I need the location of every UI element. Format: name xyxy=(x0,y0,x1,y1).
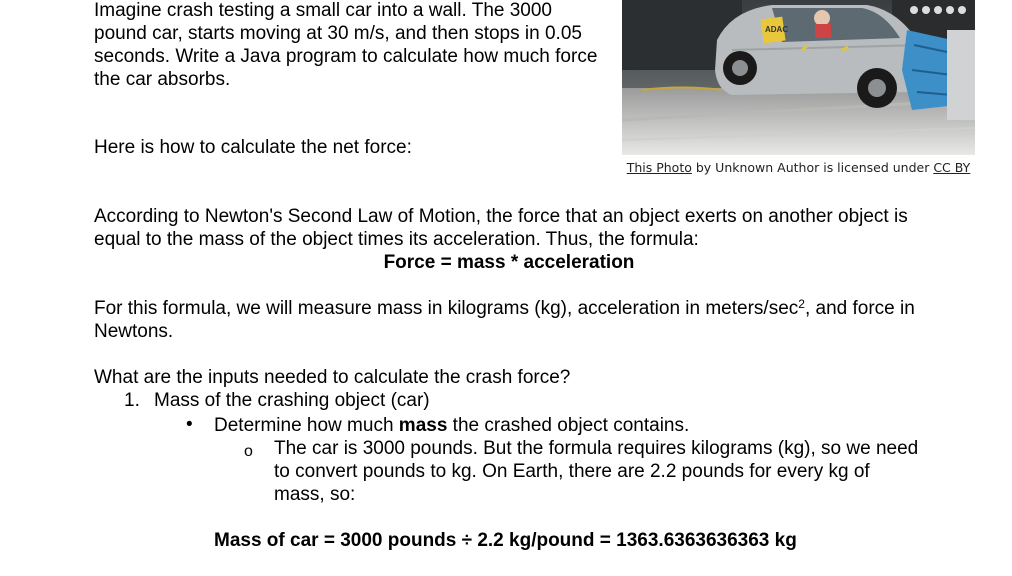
units-paragraph xyxy=(94,297,924,343)
list-item-mass: Mass of the crashing object (car) xyxy=(154,390,430,411)
bullet-text-pre: Determine how much xyxy=(214,415,399,436)
adac-badge-text: ADAC xyxy=(765,25,789,34)
units-text-part1: For this formula, we will measure mass in kilograms (kg), acceleration in meters/sec xyxy=(94,298,799,319)
sub-bullet-marker: o xyxy=(244,443,253,460)
units-superscript: 2 xyxy=(798,297,805,311)
force-formula: Force = mass * acceleration xyxy=(383,252,635,273)
bullet-text-bold: mass xyxy=(398,415,448,436)
bullet-marker: • xyxy=(186,414,193,435)
bullet-text-post: the crashed object contains. xyxy=(447,415,690,436)
crash-test-image xyxy=(622,0,975,155)
list-number: 1. xyxy=(124,390,140,411)
newton-paragraph: According to Newton's Second Law of Motion, the force that an object exerts on another object is equal to the mass of the object times its acceleration. Thus, the formula: xyxy=(94,206,908,250)
crash-test-photo xyxy=(622,0,975,155)
photo-link[interactable]: This Photo xyxy=(626,160,692,175)
mass-equation: Mass of car = 3000 pounds ÷ 2.2 kg/pound = 1363.6363636363 kg xyxy=(214,530,797,551)
bullet-item xyxy=(214,414,689,437)
photo-caption xyxy=(622,159,975,177)
photo-attribution: by Unknown Author is licensed under xyxy=(691,160,934,175)
intro-paragraph: Imagine crash testing a small car into a wall. The 3000 pound car, starts moving at 30 m/s, and then stops in 0.05 seconds. Write a Java program to calculate how much force the car absorbs. xyxy=(94,0,598,90)
sub-bullet-item: The car is 3000 pounds. But the formula requires kilograms (kg), so we need to convert pounds to kg. On Earth, there are 2.2 pounds for every kg of mass, so: xyxy=(274,438,919,505)
license-link[interactable]: CC BY xyxy=(933,160,971,175)
inputs-question: What are the inputs needed to calculate the crash force? xyxy=(94,367,571,388)
net-force-heading: Here is how to calculate the net force: xyxy=(94,137,412,158)
units-text-part2: , and force in Newtons. xyxy=(94,298,915,342)
